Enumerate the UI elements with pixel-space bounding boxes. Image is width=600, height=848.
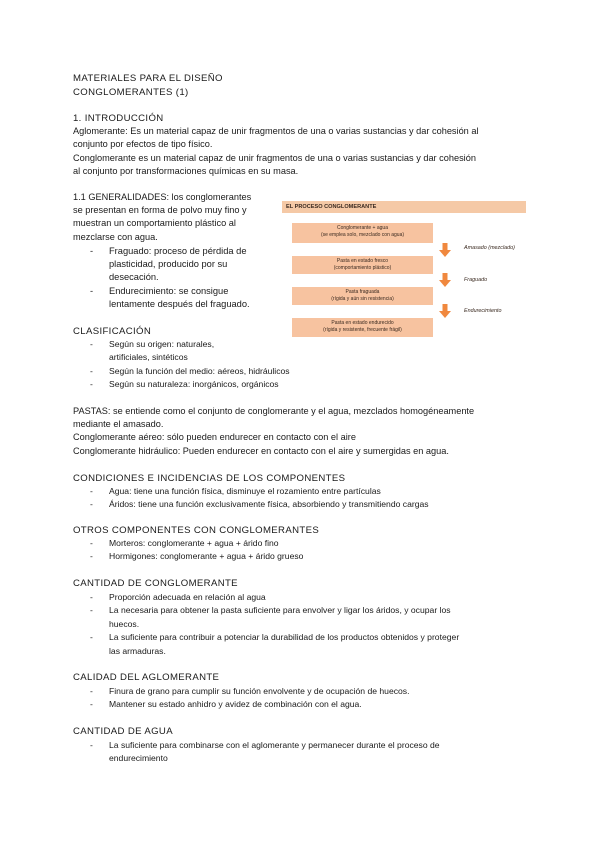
list-item [73,739,553,766]
list-item: - Morteros: conglomerante + agua + árido fino [73,537,553,550]
generalidades-line: muestran un comportamiento plástico al [73,218,236,229]
diagram-box-conglomerante-agua [292,223,433,243]
intro-paragraph-2-line-2: al conjunto por transformaciones químicas en su masa. [73,166,299,176]
diagram-box-sublabel: (se emplea solo, mezclado con agua) [320,232,405,238]
section-heading-introduccion: 1. INTRODUCCIÓN [73,113,164,124]
pastas-line-3: Conglomerante aéreo: sólo pueden endurecer en contacto con el aire [73,432,356,442]
list-item [73,378,373,391]
pastas-line-2: mediante el amasado. [73,419,164,429]
diagram-box-pasta-fraguada [292,287,433,305]
diagram-box-label: Pasta en estado fresco [336,258,389,264]
generalidades-line: se presentan en forma de polvo muy fino y [73,205,247,216]
document-subtitle: CONGLOMERANTES (1) [73,87,189,98]
list-item-endurecimiento [73,285,283,311]
diagram-box-pasta-endurecida [292,318,433,337]
list-item [73,591,563,604]
list-item [73,631,563,658]
list-item-text: lentamente después del fraguado. [109,299,250,309]
list-item-text: Según la función del medio: aéreos, hidráulicos [109,365,290,376]
section-heading-cantidad-conglomerante: CANTIDAD DE CONGLOMERANTE [73,578,238,589]
diagram-box-sublabel: (comportamiento plástico) [333,265,392,271]
list-item [73,604,563,631]
intro-paragraph-1-line-2: conjunto por efectos de tipo físico. [73,139,213,149]
list-item: - Hormigones: conglomerante + agua + árido grueso [73,550,553,563]
list-item-text: La necesaria para obtener la pasta suficiente para envolver y ligar los áridos, y ocupar los [109,605,451,616]
diagram-step-fraguado: Fraguado [464,277,488,283]
list-item-text: artificiales, sintéticos [109,352,188,363]
section-heading-otros-componentes: OTROS COMPONENTES CON CONGLOMERANTES [73,525,320,536]
list-item: - Áridos: tiene una función exclusivamente física, absorbiendo y transmitiendo cargas [73,498,553,511]
generalidades-line: mezclarse con agua. [73,231,158,242]
down-arrow-icon [439,273,451,287]
generalidades-block [73,191,273,244]
down-arrow-icon [439,243,451,257]
section-heading-condiciones: CONDICIONES E INCIDENCIAS DE LOS COMPONENTES [73,473,346,484]
list-item-text: Según su origen: naturales, [109,339,215,349]
section-heading-clasificacion: CLASIFICACIÓN [73,326,152,337]
generalidades-list [73,245,283,311]
pastas-line-4: Conglomerante hidráulico: Pueden endurecer en contacto con el aire y sumergidas en agua. [73,446,449,456]
otros-list [73,537,553,564]
generalidades-line: 1.1 GENERALIDADES: los conglomerantes [73,192,252,202]
list-item-text: La suficiente para contribuir a potenciar la durabilidad de los productos obtenidos y proteger [109,632,460,643]
diagram-step-endurecimiento: Endurecimiento [464,308,502,314]
diagram-title: EL PROCESO CONGLOMERANTE [282,201,526,213]
list-item-text: las armaduras. [109,645,166,656]
section-heading-cantidad-agua: CANTIDAD DE AGUA [73,726,173,737]
down-arrow-icon [439,304,451,318]
list-item: - Finura de grano para cumplir su función envolvente y de ocupación de huecos. [73,685,553,698]
list-item-fraguado [73,245,283,284]
diagram-step-amasado: Amasado (mezclado) [464,245,515,251]
diagram-box-label: Pasta en estado endurecido [331,320,394,326]
list-item: - Mantener su estado anhidro y avidez de combinación con el agua. [73,698,553,711]
list-item-text: La suficiente para combinarse con el aglomerante y permanecer durante el proceso de [109,740,440,750]
document-title: MATERIALES PARA EL DISEÑO [73,73,223,84]
pastas-line-1: PASTAS: se entiende como el conjunto de conglomerante y el agua, mezclados homogéneamente [73,406,475,416]
list-item-text: huecos. [109,618,140,629]
list-item-text: plasticidad, producido por su [109,259,228,269]
list-item-text: Endurecimiento: se consigue [109,286,229,296]
list-item-text: Proporción adecuada en relación al agua [109,592,266,602]
diagram-box-sublabel: (rígida y aún sin resistencia) [331,296,394,302]
intro-paragraph-1-line-1: Aglomerante: Es un material capaz de unir fragmentos de una o varias sustancias y dar cohesión al [73,126,479,136]
list-item-text: endurecimiento [109,753,168,764]
condiciones-list [73,485,553,512]
list-item-text: Fraguado: proceso de pérdida de [109,246,247,256]
list-item: - Agua: tiene una función física, disminuye el rozamiento entre partículas [73,485,553,498]
list-item [73,365,373,378]
list-item-text: desecación. [109,272,159,282]
diagram-box-sublabel: (rígida y resistente, frecuente frágil) [323,327,402,333]
diagram-box-label: Conglomerante + agua [336,225,388,231]
diagram-box-label: Pasta fraguada [345,289,380,295]
list-item [73,338,373,365]
cantidad-agua-list [73,739,553,766]
calidad-list [73,685,553,712]
diagram-box-pasta-fresco [292,256,433,274]
proceso-conglomerante-diagram [282,201,526,341]
list-item-text: Según su naturaleza: inorgánicos, orgánicos [109,379,279,390]
cantidad-conglomerante-list [73,591,563,658]
clasificacion-list [73,338,373,392]
intro-paragraph-2-line-1: Conglomerante es un material capaz de unir fragmentos de una o varias sustancias y dar cohesión [73,153,476,163]
section-heading-calidad: CALIDAD DEL AGLOMERANTE [73,672,220,683]
